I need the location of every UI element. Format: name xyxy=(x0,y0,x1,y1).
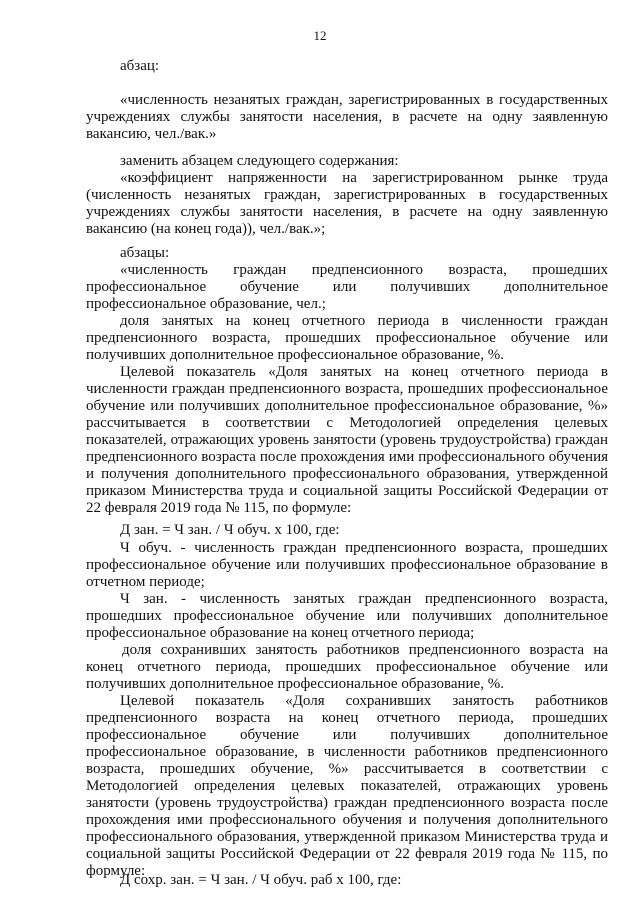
paragraph-ch-zan: Ч зан. - численность занятых граждан предпенсионного возраста, прошедших профессиональное обучение или получивших дополнительное профессиональное образование на конец отчетного периода; xyxy=(86,591,608,641)
formula-2: Д сохр. зан. = Ч зан. / Ч обуч. раб х 100, где: xyxy=(120,872,402,888)
paragraph-share-retained: доля сохранивших занятость работников предпенсионного возраста на конец отчетного периода, прошедших профессиональное обучение или получивших дополнительное профессиональное образование, %. xyxy=(86,642,608,692)
paragraph-ch-obuch: Ч обуч. - численность граждан предпенсионного возраста, прошедших профессиональное обучение или получивших профессиональное образование в отчетном периоде; xyxy=(86,540,608,590)
paragraph-new-indicator: «коэффициент напряженности на зарегистрированном рынке труда (численность незанятых граждан, зарегистрированных в государственных учреждениях службы занятости населения, в расчете на одну заявленную вакансию (на конец года)), чел./вак.»; xyxy=(86,170,608,237)
paragraph-old-indicator: «численность незанятых граждан, зарегистрированных в государственных учреждениях службы занятости населения, в расчете на одну заявленную вакансию, чел./вак.» xyxy=(86,92,608,142)
paragraph-abzacy: абзацы: xyxy=(120,245,170,261)
page-number: 12 xyxy=(313,28,327,43)
paragraph-target-1: Целевой показатель «Доля занятых на конец отчетного периода в численности граждан предпенсионного возраста, прошедших профессиональное обучение или получивших дополнительное профессиональное образование, %» рассчитывается в соответствии с Методологией определения целевых показателей, отражающих уровень занятости (уровень трудоустройства) граждан предпенсионного возраста после прохождения ими профессионального обучения и получения дополнительного профессионального образования, утвержденной приказом Министерства труда и социальной защиты Российской Федерации от 22 февраля 2019 года № 115, по формуле: xyxy=(86,364,608,516)
paragraph-abzac: абзац: xyxy=(120,58,160,74)
formula-1: Д зан. = Ч зан. / Ч обуч. х 100, где: xyxy=(120,522,340,538)
paragraph-count-citizens: «численность граждан предпенсионного возраста, прошедших профессиональное обучение или получивших дополнительное профессиональное образование, чел.; xyxy=(86,262,608,312)
paragraph-share-employed: доля занятых на конец отчетного периода в численности граждан предпенсионного возраста, прошедших профессиональное обучение или получивших дополнительное профессиональное образование, %. xyxy=(86,313,608,363)
paragraph-replace-with: заменить абзацем следующего содержания: xyxy=(120,153,399,169)
paragraph-target-2: Целевой показатель «Доля сохранивших занятость работников предпенсионного возраста на конец отчетного периода, прошедших профессиональное обучение или получивших дополнительное профессиональное образование, в численности работников предпенсионного возраста, прошедших обучение, %» рассчитывается в соответствии с Методологией определения целевых показателей, отражающих уровень занятости (уровень трудоустройства) граждан предпенсионного возраста после прохождения ими профессионального обучения и получения дополнительного профессионального образования, утвержденной приказом Министерства труда и социальной защиты Российской Федерации от 22 февраля 2019 года № 115, по формуле: xyxy=(86,693,608,879)
